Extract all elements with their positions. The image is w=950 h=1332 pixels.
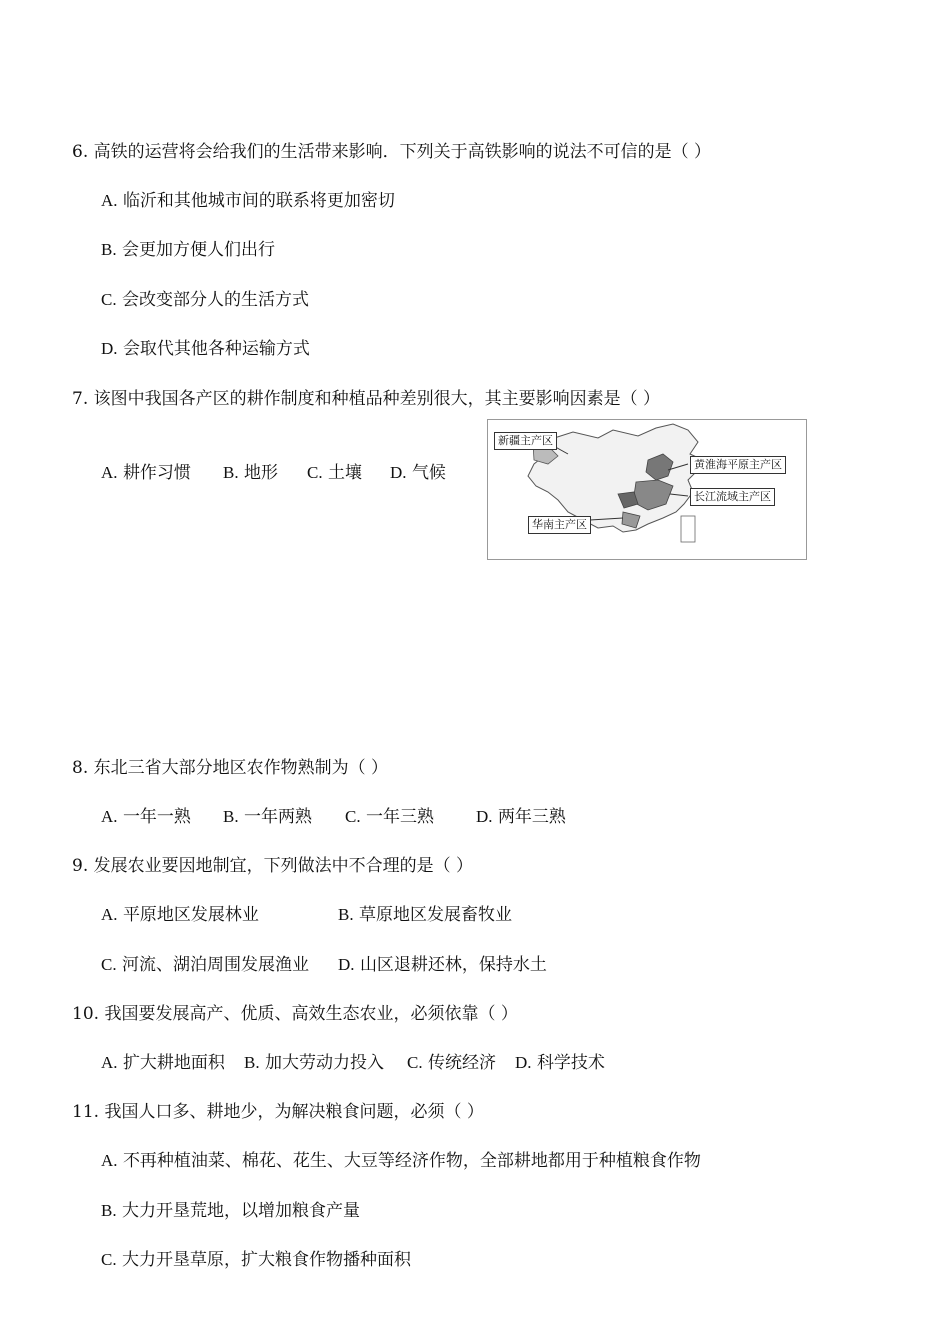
option-letter: D. <box>390 463 407 482</box>
q10-option-a <box>101 1051 225 1075</box>
option-text: 地形 <box>244 463 278 483</box>
option-text: 大力开垦草原，扩大粮食作物播种面积 <box>122 1250 411 1270</box>
option-text: 山区退耕还林，保持水土 <box>359 955 547 975</box>
option-text: 土壤 <box>328 463 362 483</box>
option-letter: B. <box>338 905 354 924</box>
option-text: 会取代其他各种运输方式 <box>122 339 310 359</box>
q8-option-a <box>101 805 191 829</box>
q7-option-d <box>390 461 446 485</box>
option-text: 加大劳动力投入 <box>265 1053 384 1073</box>
china-agriculture-map <box>487 419 807 560</box>
q6-option-a <box>101 189 395 213</box>
q9-option-a <box>101 903 259 927</box>
q7-option-a <box>101 461 191 485</box>
option-letter: D. <box>338 955 355 974</box>
q6-option-b <box>101 238 275 262</box>
option-letter: A. <box>101 191 118 210</box>
question-9-stem: 9. 发展农业要因地制宜，下列做法中不合理的是（ ） <box>72 856 474 876</box>
q10-option-b <box>244 1051 384 1075</box>
option-text: 平原地区发展林业 <box>122 905 259 925</box>
q11-option-a <box>101 1149 701 1173</box>
option-letter: A. <box>101 1053 118 1072</box>
q11-option-b <box>101 1199 360 1223</box>
q9-option-b <box>338 903 512 927</box>
question-7-stem: 7. 该图中我国各产区的耕作制度和种植品种差别很大，其主要影响因素是（ ） <box>72 389 661 409</box>
option-letter: A. <box>101 905 118 924</box>
option-text: 会更加方便人们出行 <box>122 240 275 260</box>
q9-option-d <box>338 953 547 977</box>
option-text: 两年三熟 <box>497 807 566 827</box>
option-text: 一年三熟 <box>366 807 434 827</box>
q7-option-c <box>307 461 362 485</box>
option-letter: B. <box>223 463 239 482</box>
question-8-stem: 8. 东北三省大部分地区农作物熟制为（ ） <box>72 758 389 778</box>
option-letter: C. <box>101 955 117 974</box>
question-6-stem: 6. 高铁的运营将会给我们的生活带来影响．下列关于高铁影响的说法不可信的是（ ） <box>72 142 712 162</box>
option-letter: C. <box>101 1250 117 1269</box>
option-text: 草原地区发展畜牧业 <box>359 905 512 925</box>
q8-option-d <box>476 805 566 829</box>
option-letter: D. <box>515 1053 532 1072</box>
option-text: 一年两熟 <box>244 807 312 827</box>
option-text: 会改变部分人的生活方式 <box>122 290 309 310</box>
option-letter: D. <box>476 807 493 826</box>
q6-option-c <box>101 288 309 312</box>
option-text: 一年一熟 <box>122 807 191 827</box>
option-text: 临沂和其他城市间的联系将更加密切 <box>122 191 395 211</box>
option-text: 不再种植油菜、棉花、花生、大豆等经济作物，全部耕地都用于种植粮食作物 <box>122 1151 701 1171</box>
map-label-changjiang: 长江流域主产区 <box>690 488 775 506</box>
option-letter: B. <box>223 807 239 826</box>
map-label-huanghuaihai: 黄淮海平原主产区 <box>690 456 786 474</box>
option-text: 耕作习惯 <box>122 463 191 483</box>
option-letter: A. <box>101 1151 118 1170</box>
map-label-huanan: 华南主产区 <box>528 516 591 534</box>
q6-option-d <box>101 337 310 361</box>
option-text: 科学技术 <box>536 1053 605 1073</box>
q7-option-b <box>223 461 278 485</box>
option-letter: B. <box>101 1201 117 1220</box>
question-10-stem: 10. 我国要发展高产、优质、高效生态农业，必须依靠（ ） <box>72 1004 518 1024</box>
option-letter: C. <box>307 463 323 482</box>
option-text: 气候 <box>411 463 446 483</box>
option-letter: C. <box>101 290 117 309</box>
q8-option-b <box>223 805 312 829</box>
option-text: 传统经济 <box>428 1053 496 1073</box>
option-text: 河流、湖泊周围发展渔业 <box>122 955 309 975</box>
question-11-stem: 11. 我国人口多、耕地少，为解决粮食问题，必须（ ） <box>72 1102 484 1122</box>
q9-option-c <box>101 953 309 977</box>
q8-option-c <box>345 805 434 829</box>
q10-option-c <box>407 1051 496 1075</box>
option-letter: B. <box>101 240 117 259</box>
q11-option-c <box>101 1248 411 1272</box>
option-letter: B. <box>244 1053 260 1072</box>
option-letter: D. <box>101 339 118 358</box>
option-letter: A. <box>101 463 118 482</box>
map-label-xinjiang: 新疆主产区 <box>494 432 557 450</box>
option-text: 扩大耕地面积 <box>122 1053 225 1073</box>
q10-option-d <box>515 1051 605 1075</box>
option-letter: C. <box>345 807 361 826</box>
option-letter: A. <box>101 807 118 826</box>
option-text: 大力开垦荒地，以增加粮食产量 <box>122 1201 360 1221</box>
option-letter: C. <box>407 1053 423 1072</box>
